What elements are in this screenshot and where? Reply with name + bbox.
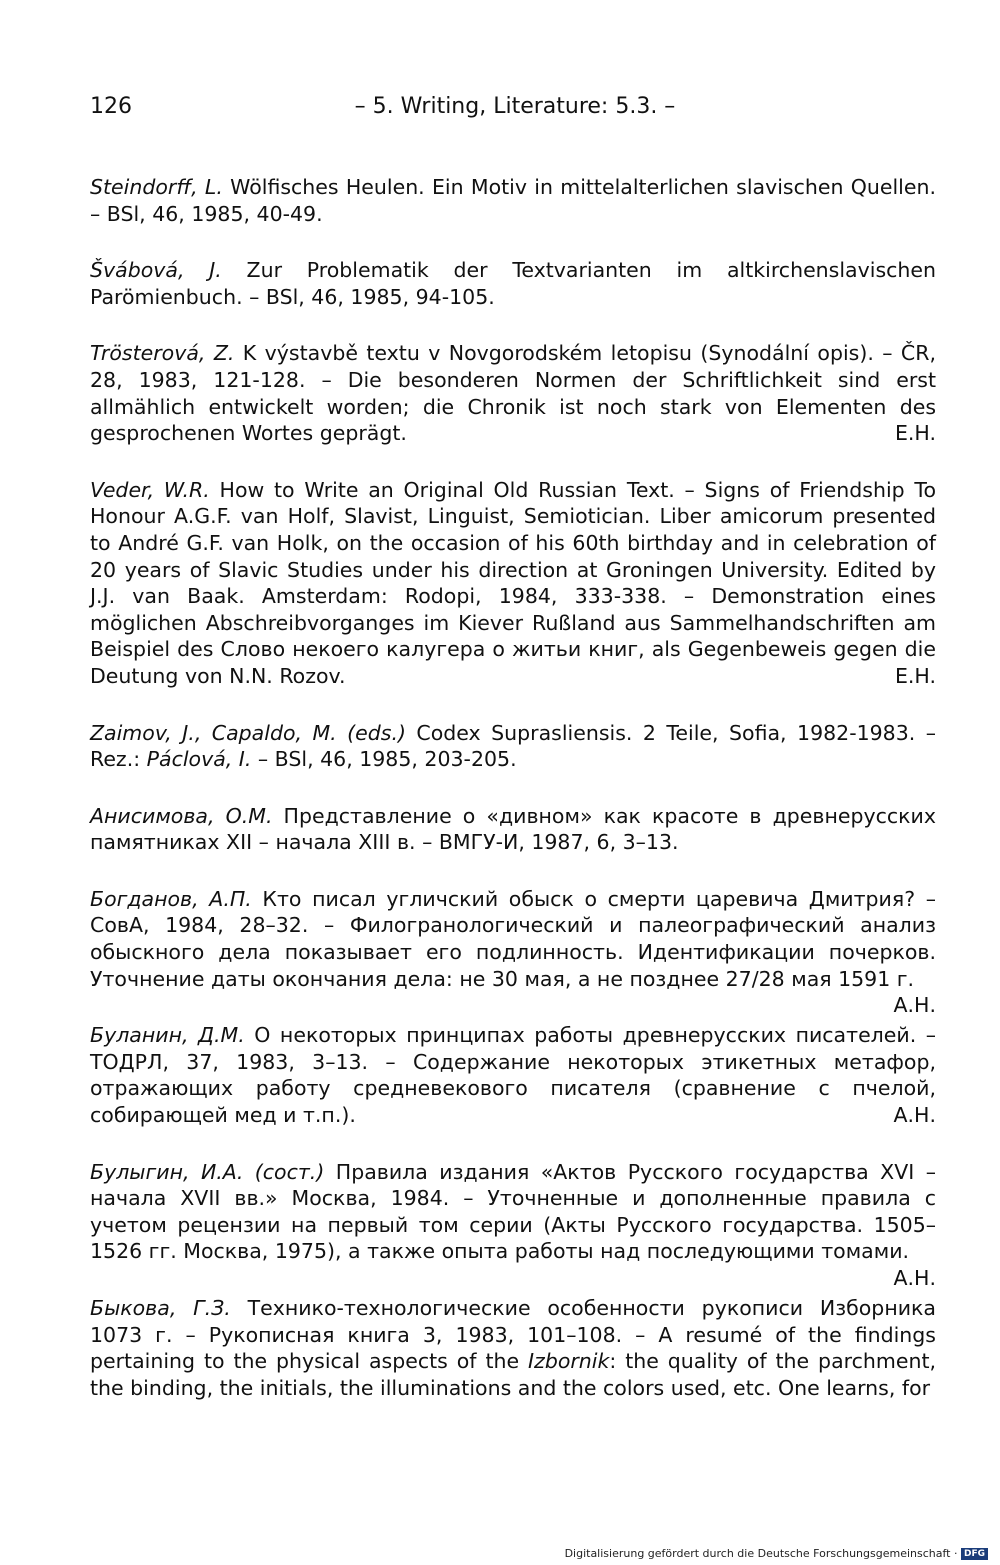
bibliography-list	[90, 174, 936, 1401]
entry-text: Правила издания «Актов Русского государства XVI – начала XVII вв.» Москва, 1984. – Уточненные и дополненные правила с учетом рецензии на первый том серии (Акты Русского государства. 1505–1526 гг. Москва, 1975), а также опыта работы над последующими томами.	[90, 1159, 936, 1264]
entry-author: Trösterová, Z.	[90, 341, 235, 366]
entry-text: Zur Problematik der Textvarianten im altkirchenslavischen Parömienbuch. – BSl, 46, 1985, 94-105.	[90, 258, 936, 309]
page-number: 126	[90, 94, 132, 119]
reviewer-initials: А.Н.	[893, 993, 936, 1018]
bibliography-entry	[90, 340, 936, 446]
bibliography-entry	[90, 720, 936, 773]
entry-author: Быкова, Г.З.	[90, 1296, 231, 1320]
bibliography-entry	[90, 257, 936, 310]
entry-text: Кто писал угличский обыск о смерти царевича Дмитрия? – СовА, 1984, 28–32. – Филогранологический и палеографический анализ обыскного дела показывает его подлинность. Идентификации почерков. Уточнение даты окончания дела: не 30 мая, а не позднее 27/28 мая 1591 г.	[90, 886, 936, 991]
entry-text: K výstavbě textu v Novgorodském letopisu (Synodální opis). – ČR, 28, 1983, 121-128. – Die besonderen Normen der Schriftlichkeit sind erst allmählich entwickelt worden; die Chronik ist noch stark von Elementen des gesprochenen Wortes geprägt.	[90, 341, 936, 446]
bibliography-entry	[90, 886, 936, 1018]
bibliography-entry	[90, 477, 936, 690]
entry-text: Wölfisches Heulen. Ein Motiv in mittelalterlichen slavischen Quellen. – BSl, 46, 1985, 40-49.	[90, 175, 936, 226]
entry-author: Анисимова, О.М.	[90, 803, 273, 828]
dfg-logo: DFG	[961, 1548, 988, 1560]
footer-text: Digitalisierung gefördert durch die Deutsche Forschungsgemeinschaft ·	[564, 1547, 958, 1560]
bibliography-entry	[90, 1159, 936, 1290]
entry-author: Богданов, А.П.	[90, 886, 252, 911]
entry-author: Булыгин, И.А. (сост.)	[90, 1159, 325, 1184]
entry-text-continued: : the quality of the parchment, the binding, the initials, the illuminations and the colors used, etc. One learns, for	[90, 1349, 937, 1400]
reviewer-initials: E.H.	[894, 421, 936, 446]
digitization-footer	[565, 1547, 988, 1560]
bibliography-entry	[90, 1022, 936, 1128]
entry-text: Технико-технологические особенности рукописи Изборника 1073 г. – Рукописная книга 3, 1983, 101–108. – A resumé of the findings pertaining to the physical aspects of the	[90, 1296, 936, 1374]
entry-text: How to Write an Original Old Russian Text. – Signs of Friendship To Honour A.G.F. van Holf, Slavist, Linguist, Semiotician. Liber amicorum presented to André G.F. van Holk, on the occasion of his 60th birthday and in celebration of 20 years of Slavic Studies under his direction at Groningen University. Edited by J.J. van Baak. Amsterdam: Rodopi, 1984, 333-338. – Demonstration eines möglichen Abschreibvorganges im Kiever Rußland aus Sammelhandschriften am Beispiel des Слово некоего калугера о житьи книг, als Gegenbeweis gegen die Deutung von N.N. Rozov.	[90, 477, 936, 688]
running-head: – 5. Writing, Literature: 5.3. –	[354, 94, 676, 119]
review-author: Páclová, I.	[146, 747, 252, 772]
entry-text: Codex Suprasliensis. 2 Teile, Sofia, 1982-1983. – Rez.:	[90, 720, 936, 772]
entry-author: Zaimov, J., Capaldo, M. (eds.)	[90, 720, 406, 745]
entry-author: Steindorff, L.	[90, 175, 223, 199]
entry-text-continued: – BSl, 46, 1985, 203-205.	[251, 747, 517, 772]
italic-title: Izbornik	[528, 1349, 610, 1374]
page-header	[90, 92, 940, 126]
reviewer-initials: А.Н.	[893, 1103, 936, 1128]
reviewer-initials: E.H.	[894, 663, 936, 688]
entry-author: Veder, W.R.	[90, 477, 210, 502]
bibliography-entry	[90, 803, 936, 856]
bibliography-entry	[90, 1295, 936, 1401]
entry-author: Буланин, Д.М.	[90, 1023, 245, 1048]
entry-author: Švábová, J.	[90, 258, 222, 283]
bibliography-entry	[90, 174, 936, 227]
entry-text: О некоторых принципах работы древнерусских писателей. – ТОДРЛ, 37, 1983, 3–13. – Содержание некоторых этикетных метафор, отражающих работу средневекового писателя (сравнение с пчелой, собирающей мед и т.п.).	[90, 1023, 936, 1128]
entry-text: Представление о «дивном» как красоте в древнерусских памятниках XII – начала XIII в. – ВМГУ-И, 1987, 6, 3–13.	[90, 803, 936, 855]
reviewer-initials: А.Н.	[893, 1266, 936, 1290]
